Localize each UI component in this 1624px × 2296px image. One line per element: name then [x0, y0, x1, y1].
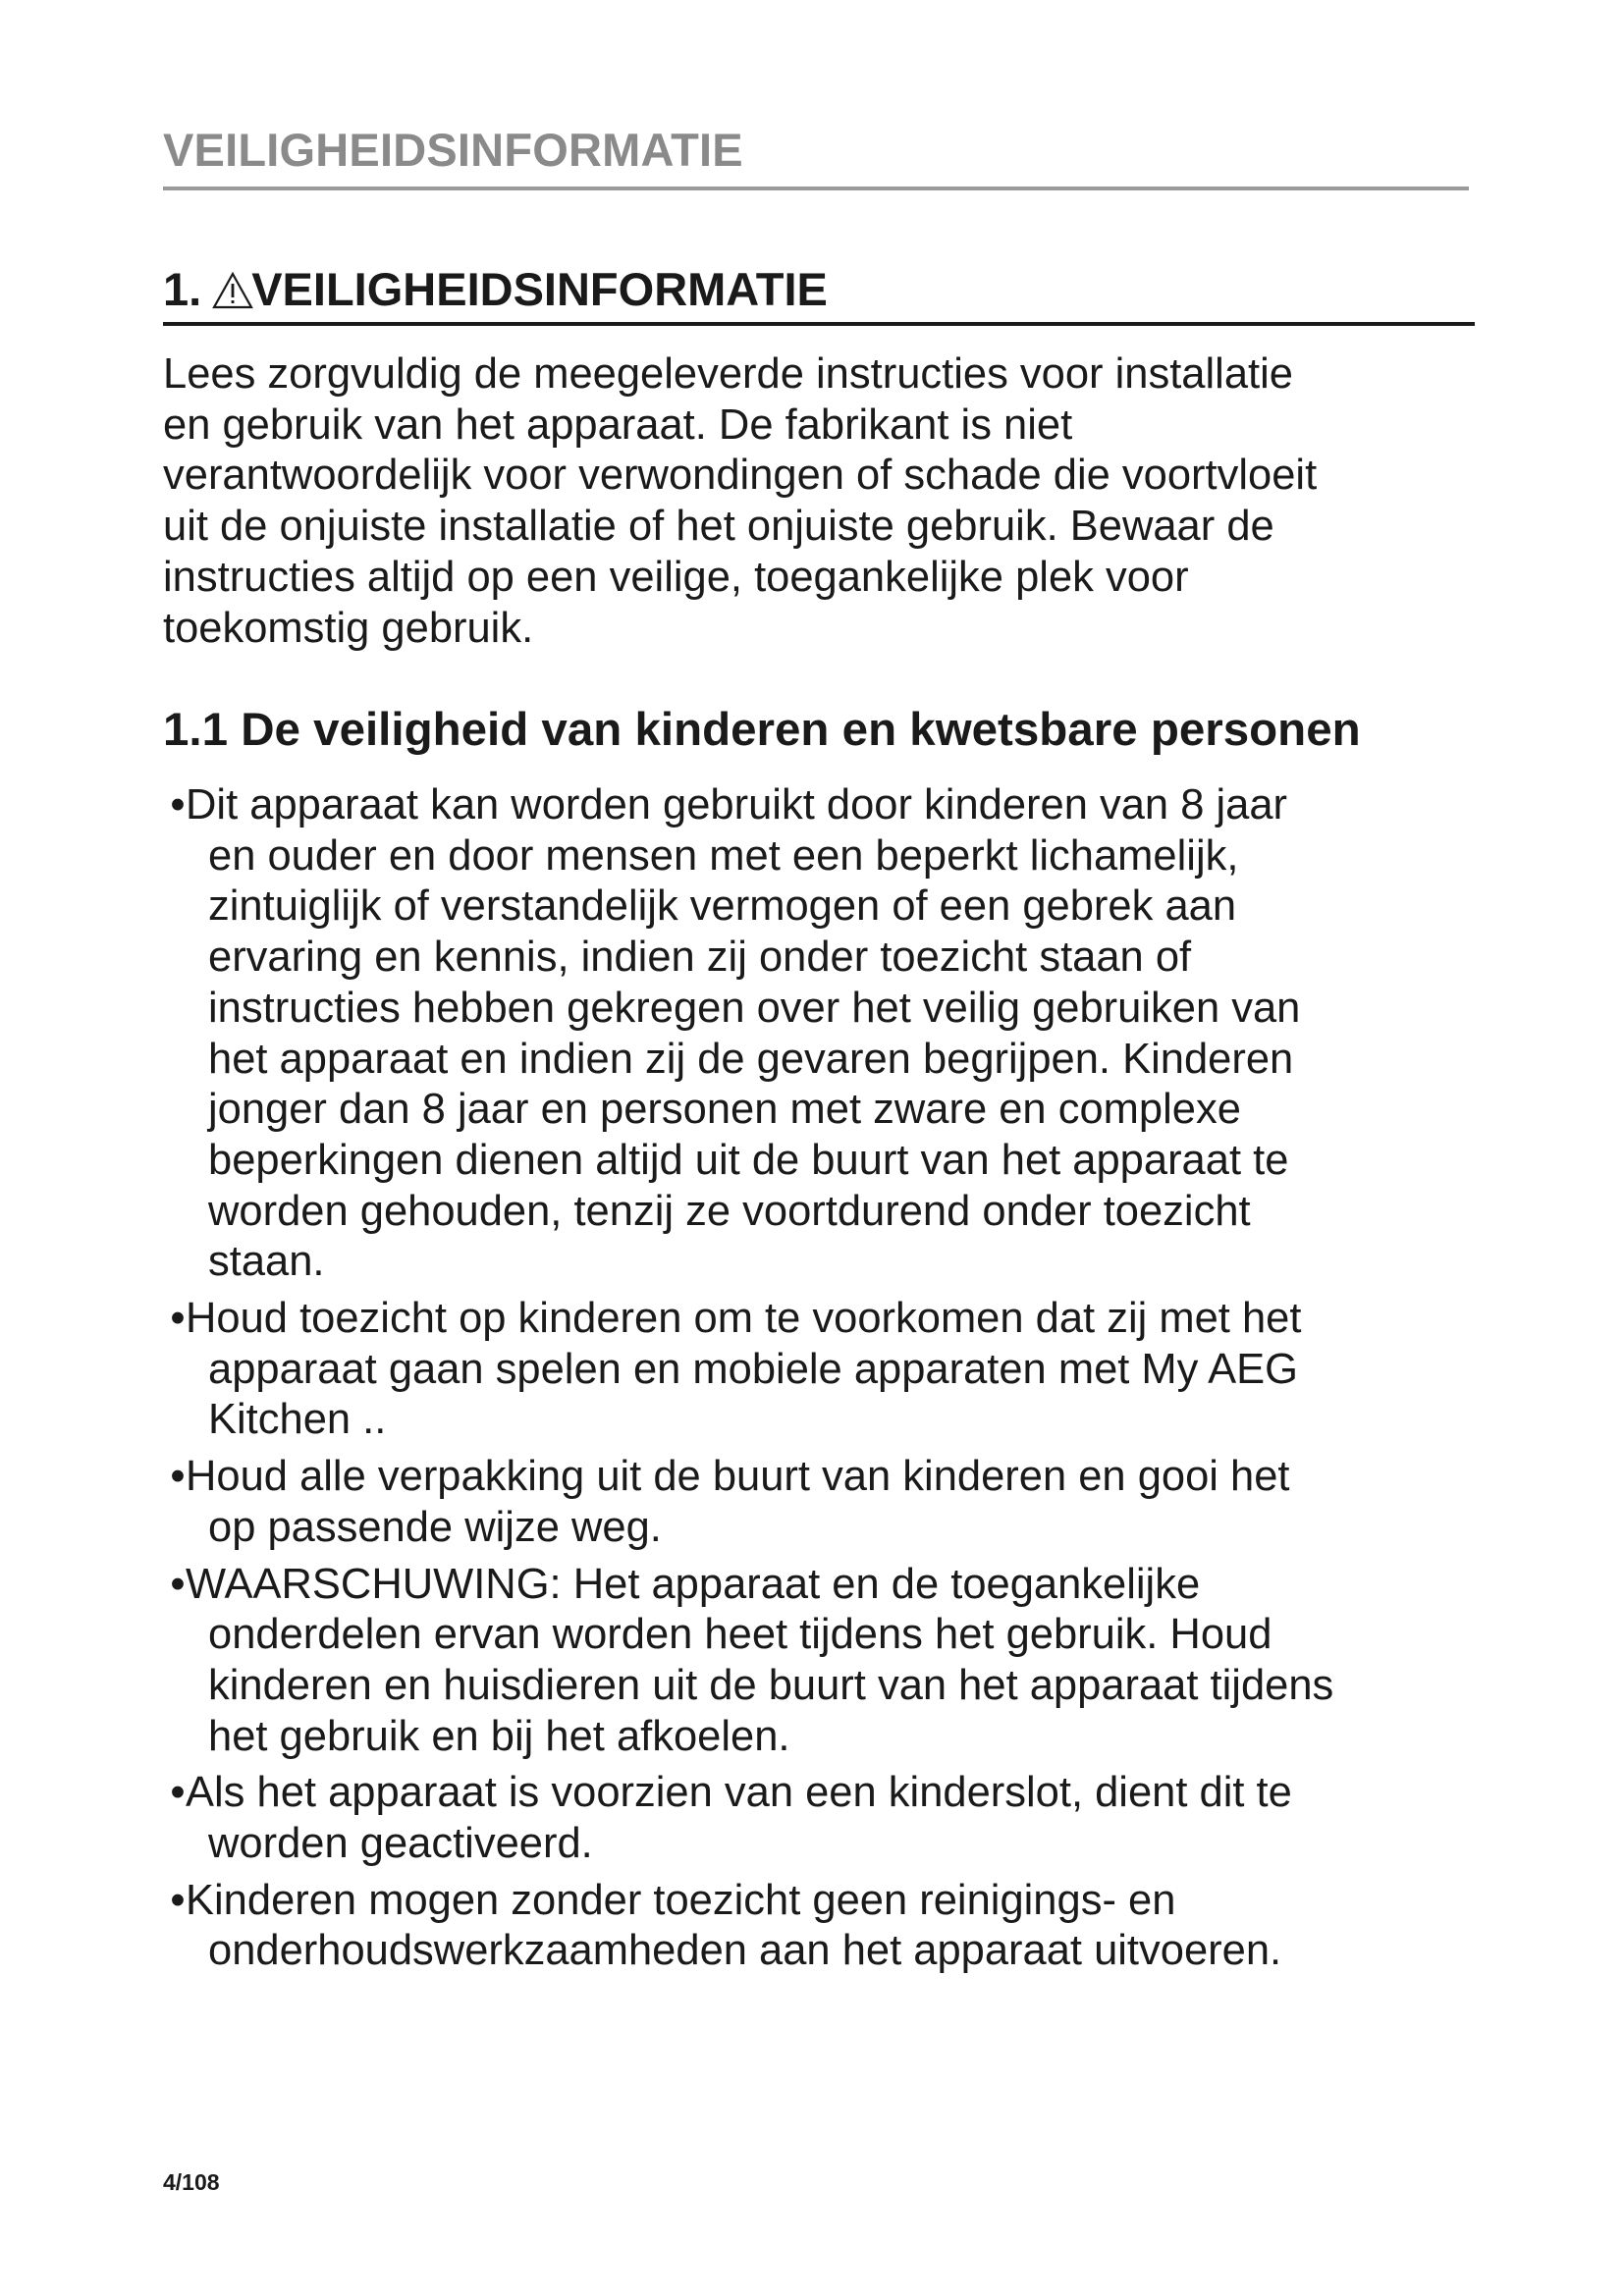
bullet-line: Kitchen ..	[208, 1396, 387, 1444]
intro-line: toekomstig gebruik.	[163, 604, 534, 652]
bullet-dot: •	[170, 1876, 186, 1924]
bullet-line: onderdelen ervan worden heet tijdens het gebruik. Houd	[208, 1611, 1272, 1659]
intro-line: uit de onjuiste installatie of het onjuiste gebruik. Bewaar de	[163, 503, 1274, 551]
subsection-heading: 1.1 De veiligheid van kinderen en kwetsbare personen	[163, 704, 1361, 756]
bullet-line: apparaat gaan spelen en mobiele apparaten met My AEG	[208, 1345, 1298, 1393]
section-number: 1.	[163, 263, 202, 315]
page-number: 4/108	[163, 2169, 220, 2195]
bullet-line: Als het apparaat is voorzien van een kinderslot, dient dit te	[186, 1769, 1292, 1817]
safety-bullet-list	[163, 780, 1479, 1983]
section-heading	[163, 257, 1475, 326]
bullet-line: staan.	[208, 1238, 325, 1286]
bullet-line: en ouder en door mensen met een beperkt lichamelijk,	[208, 831, 1239, 880]
bullet-item	[163, 1560, 1479, 1763]
bullet-item	[163, 1876, 1479, 1977]
bullet-line: worden gehouden, tenzij ze voortdurend onder toezicht	[208, 1187, 1251, 1235]
bullet-line: Kinderen mogen zonder toezicht geen reinigings- en	[186, 1876, 1176, 1924]
bullet-line: WAARSCHUWING: Het apparaat en de toegankelijke	[186, 1560, 1201, 1608]
bullet-dot: •	[170, 1769, 186, 1817]
intro-line: Lees zorgvuldig de meegeleverde instructies voor installatie	[163, 350, 1293, 398]
running-header-text: VEILIGHEIDSINFORMATIE	[163, 124, 743, 176]
bullet-line: op passende wijze weg.	[208, 1503, 662, 1551]
bullet-line: Houd toezicht op kinderen om te voorkomen dat zij met het	[186, 1295, 1302, 1343]
bullet-line: jonger dan 8 jaar en personen met zware en complexe	[208, 1086, 1241, 1134]
bullet-line: het gebruik en bij het afkoelen.	[208, 1712, 790, 1760]
intro-line: en gebruik van het apparaat. De fabrikant is niet	[163, 400, 1073, 449]
bullet-item	[163, 1452, 1479, 1553]
warning-triangle-icon	[211, 271, 254, 310]
bullet-item	[163, 1294, 1479, 1446]
bullet-dot: •	[170, 1295, 186, 1343]
bullet-dot: •	[170, 1560, 186, 1608]
running-header	[163, 124, 1469, 190]
section-title: VEILIGHEIDSINFORMATIE	[251, 263, 828, 315]
bullet-line: zintuiglijk of verstandelijk vermogen of een gebrek aan	[208, 882, 1237, 931]
bullet-line: Houd alle verpakking uit de buurt van kinderen en gooi het	[186, 1453, 1290, 1501]
bullet-dot: •	[170, 1453, 186, 1501]
bullet-item	[163, 780, 1479, 1288]
bullet-dot: •	[170, 781, 186, 828]
intro-paragraph	[163, 349, 1479, 654]
bullet-item	[163, 1768, 1479, 1869]
bullet-line: het apparaat en indien zij de gevaren begrijpen. Kinderen	[208, 1035, 1294, 1083]
intro-line: instructies altijd op een veilige, toegankelijke plek voor	[163, 553, 1189, 601]
bullet-line: onderhoudswerkzaamheden aan het apparaat uitvoeren.	[208, 1927, 1282, 1975]
intro-line: verantwoordelijk voor verwondingen of schade die voortvloeit	[163, 452, 1318, 500]
bullet-line: instructies hebben gekregen over het veilig gebruiken van	[208, 984, 1301, 1032]
section-heading-inner	[163, 263, 828, 315]
bullet-line: kinderen en huisdieren uit de buurt van het apparaat tijdens	[208, 1661, 1334, 1709]
bullet-line: beperkingen dienen altijd uit de buurt van het apparaat te	[208, 1136, 1289, 1184]
bullet-line: Dit apparaat kan worden gebruikt door kinderen van 8 jaar	[186, 781, 1288, 828]
bullet-line: worden geactiveerd.	[208, 1820, 593, 1868]
bullet-line: ervaring en kennis, indien zij onder toezicht staan of	[208, 934, 1192, 982]
